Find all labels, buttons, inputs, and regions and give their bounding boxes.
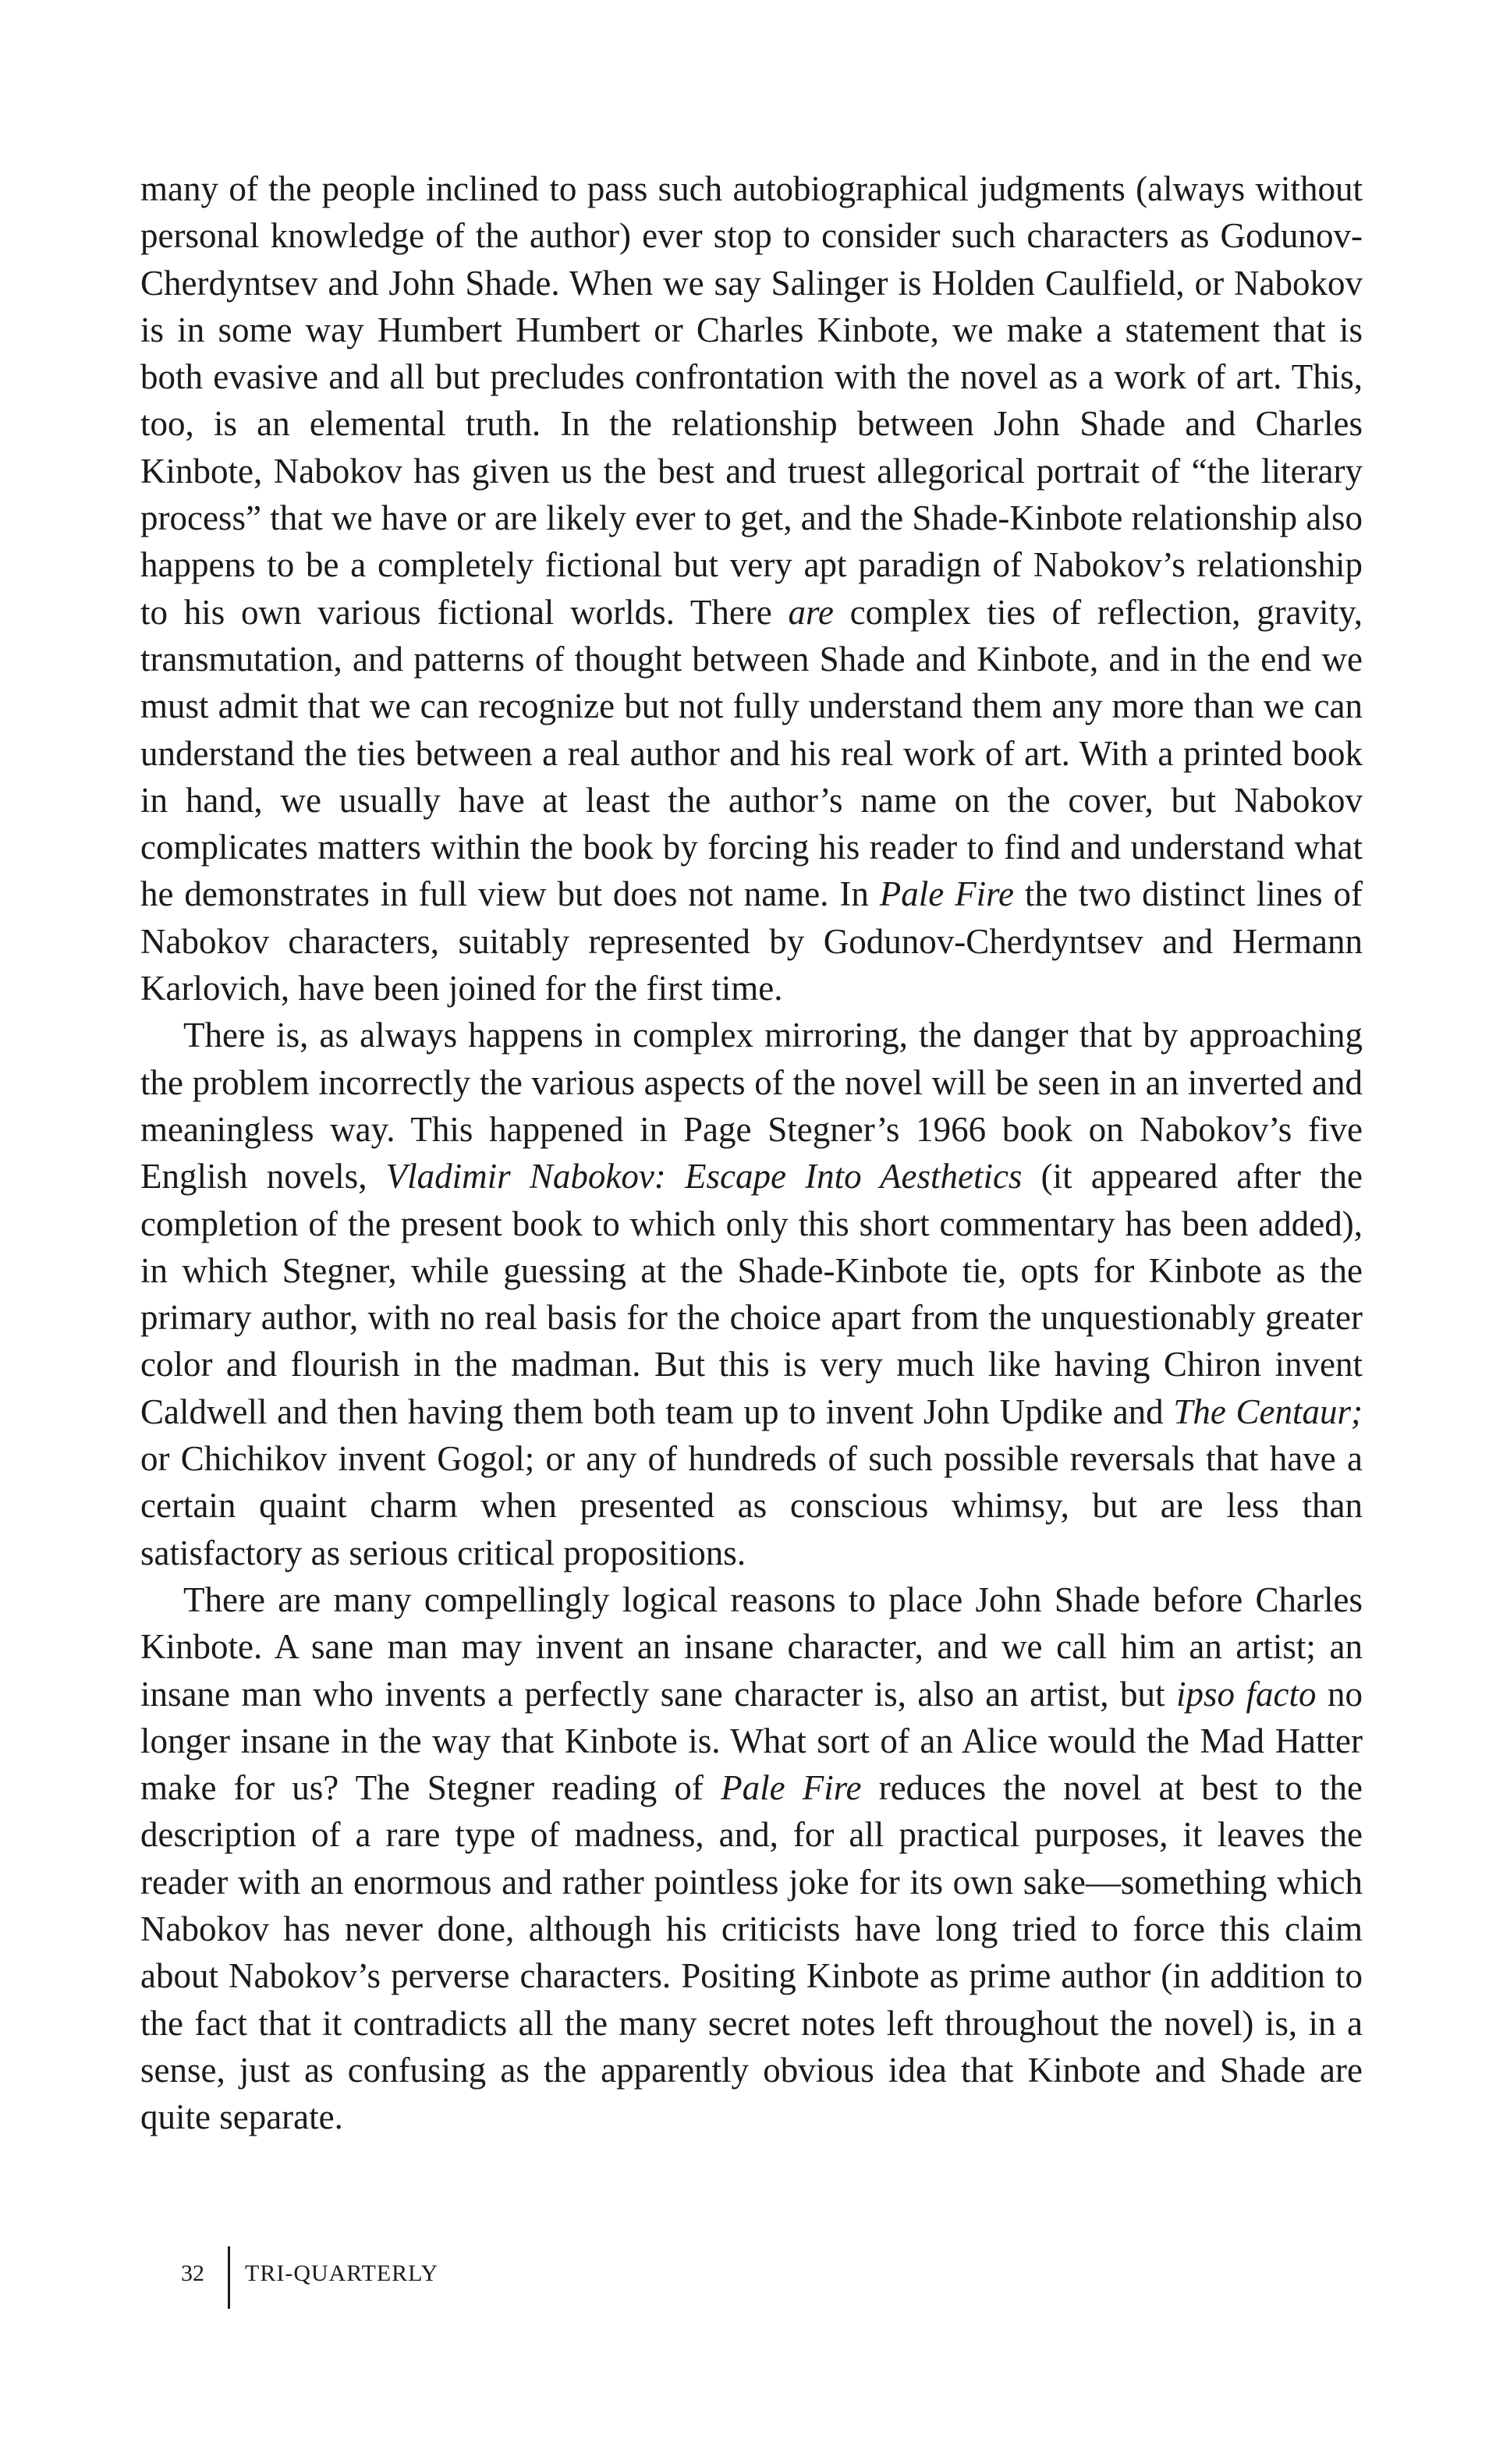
title-escape-into-aesthetics: Vladimir Nabokov: Escape Into Aesthetics	[385, 1157, 1023, 1197]
emphasis-ipso-facto: ipso facto	[1176, 1674, 1317, 1714]
title-pale-fire: Pale Fire	[721, 1768, 862, 1808]
paragraph-2: There is, as always happens in complex mirroring, the danger that by approaching the problem incorrectly the various aspects of the novel will be seen in an inverted and meaningless way. This happened in Page Stegner’s 1966 book on Nabokov’s five English novels, Vladimir Nabokov: Escape Into Aesthetics (it appeared after the completion of the present book to which only this short commentary has been added), in which Stegner, while guessing at the Shade-Kinbote tie, opts for Kinbote as the primary author, with no real basis for the choice apart from the unquestionably greater color and flourish in the madman. But this is very much like having Chiron invent Caldwell and then having them both team up to invent John Updike and The Centaur; or Chichikov invent Gogol; or any of hundreds of such possible reversals that have a certain quaint charm when presented as conscious whimsy, but are less than satisfactory as serious critical propositions.	[140, 1016, 1363, 1572]
title-pale-fire: Pale Fire	[879, 874, 1014, 914]
paragraph-1: many of the people inclined to pass such autobiographical judgments (always without personal knowledge of the author) ever stop to consider such characters as Godunov-Cherdyntsev and John Shade. When we say Salinger is Holden Caulfield, or Nabokov is in some way Humbert Humbert or Charles Kinbote, we make a statement that is both evasive and all but precludes confrontation with the novel as a work of art. This, too, is an elemental truth. In the relationship between John Shade and Charles Kinbote, Nabokov has given us the best and truest allegorical portrait of “the literary process” that we have or are likely ever to get, and the Shade-Kinbote relationship also happens to be a completely fictional but very apt paradign of Nabokov’s relationship to his own various fictional worlds. There are complex ties of reflection, gravity, transmutation, and patterns of thought between Shade and Kinbote, and in the end we must admit that we can recognize but not fully understand them any more than we can understand the ties between a real author and his real work of art. With a printed book in hand, we usually have at least the author’s name on the cover, but Nabokov complicates matters within the book by forcing his reader to find and understand what he demonstrates in full view but does not name. In Pale Fire the two distinct lines of Nabokov characters, suitably represented by Godunov-Cherdyntsev and Hermann Karlovich, have been joined for the first time.	[140, 169, 1363, 1009]
running-title: TRI-QUARTERLY	[245, 2260, 439, 2286]
page-number: 32	[181, 2260, 204, 2286]
title-the-centaur: The Centaur;	[1173, 1392, 1363, 1431]
body-text	[140, 165, 1363, 2140]
paragraph-3: There are many compellingly logical reasons to place John Shade before Charles Kinbote. A sane man may invent an insane character, and we call him an artist; an insane man who invents a perfectly sane character is, also an artist, but ipso facto no longer insane in the way that Kinbote is. What sort of an Alice would the Mad Hatter make for us? The Stegner reading of Pale Fire reduces the novel at best to the description of a rare type of madness, and, for all practical purposes, it leaves the reader with an enormous and rather pointless joke for its own sake—something which Nabokov has never done, although his criticists have long tried to force this claim about Nabokov’s perverse characters. Positing Kinbote as prime author (in addition to the fact that it contradicts all the many secret notes left throughout the novel) is, in a sense, just as confusing as the apparently obvious idea that Kinbote and Shade are quite separate.	[140, 1579, 1363, 2137]
footer-divider	[228, 2246, 230, 2309]
emphasis-are: are	[788, 592, 834, 632]
